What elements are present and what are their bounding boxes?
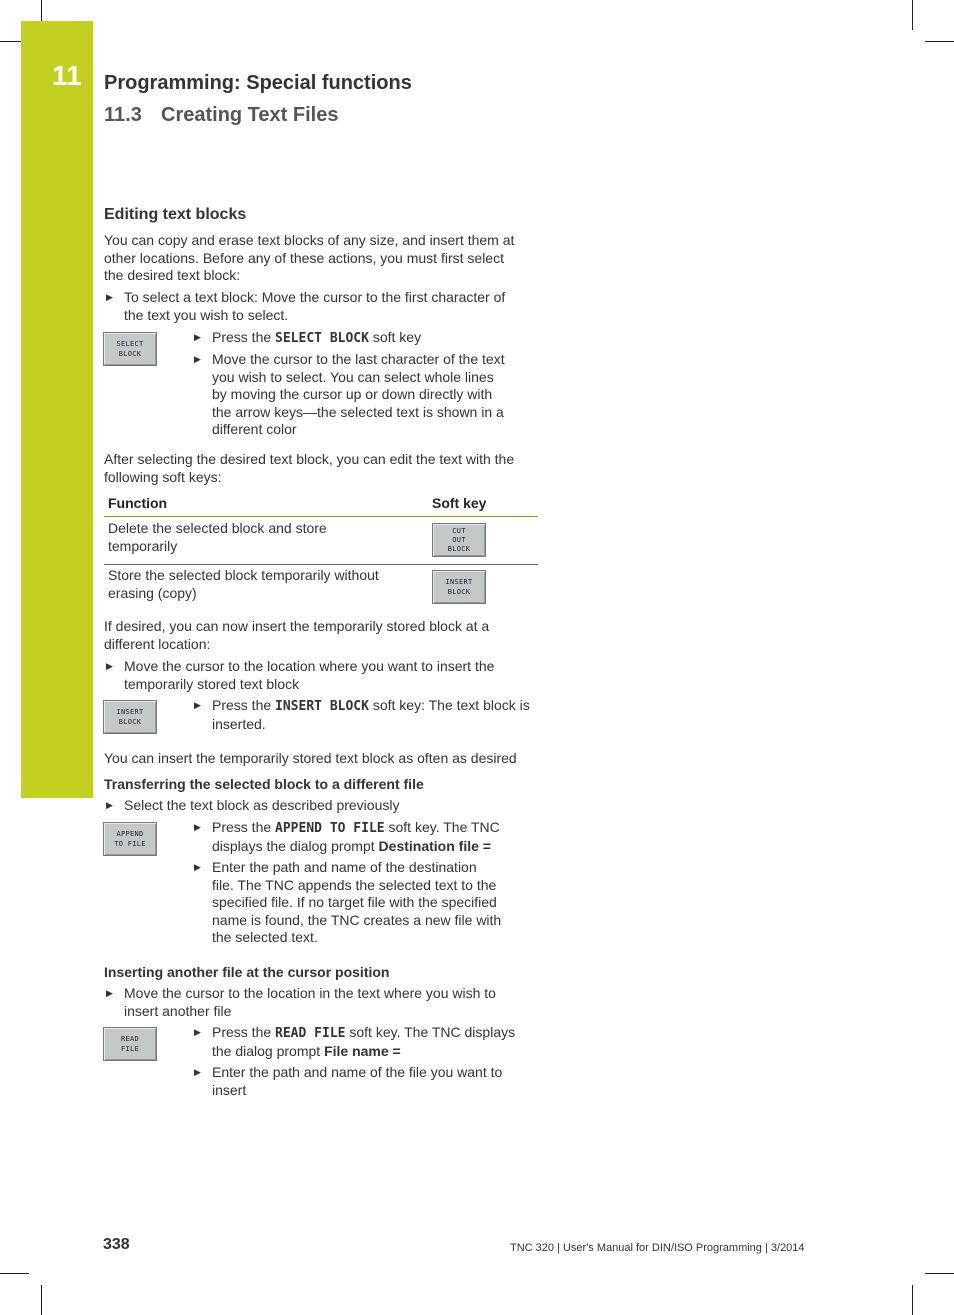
softkey-name: SELECT BLOCK	[275, 331, 369, 346]
step-select-start	[104, 289, 554, 324]
crop-mark	[925, 1273, 954, 1274]
table-header-rule	[104, 516, 538, 517]
step-move-cursor	[192, 351, 562, 439]
text-line: Move the cursor to the location in the text where you wish to	[124, 985, 496, 1001]
softkey-label: OUT	[452, 535, 466, 544]
text-line: Delete the selected block and store	[108, 520, 327, 536]
crop-mark	[925, 41, 954, 42]
readfile-heading: Inserting another file at the cursor position	[104, 964, 390, 980]
softkey-read-file[interactable]	[103, 1027, 157, 1061]
text-run: soft key	[368, 329, 422, 345]
softkey-label: BLOCK	[447, 588, 471, 596]
triangle-right-icon: ▶	[194, 1067, 201, 1077]
text-line: other locations. Before any of these actions, you must first select	[104, 249, 504, 266]
text-line: insert another file	[124, 1002, 232, 1019]
softkey-label: SELECT	[116, 340, 144, 348]
softkey-label: INSERT	[445, 578, 473, 586]
page-number: 338	[103, 1236, 130, 1253]
triangle-right-icon: ▶	[194, 700, 201, 710]
dialog-prompt: File name =	[324, 1042, 401, 1059]
step-move-to-insert	[104, 658, 554, 693]
text-run: Press the	[212, 1024, 276, 1040]
text-line: the selected text.	[212, 929, 318, 945]
text-line: You can copy and erase text blocks of any size, and insert them at	[104, 232, 515, 248]
triangle-right-icon: ▶	[106, 661, 113, 671]
table-header-function: Function	[108, 495, 168, 511]
chapter-title: Programming: Special functions	[104, 72, 412, 94]
text-line: erasing (copy)	[108, 584, 197, 601]
text-line: different location:	[104, 635, 211, 652]
table-cell-function	[108, 520, 418, 555]
softkey-insert-block[interactable]	[432, 570, 486, 604]
section-number: 11.3	[104, 104, 142, 126]
text-line: the desired text block:	[104, 267, 241, 283]
text-line: To select a text block: Move the cursor to the first character of	[124, 289, 506, 305]
crop-mark	[41, 0, 42, 21]
crop-mark	[912, 1285, 913, 1315]
step-press-append	[192, 819, 562, 855]
softkey-label: INSERT	[116, 708, 144, 716]
table-header-softkey: Soft key	[432, 495, 487, 511]
step-press-select	[192, 329, 562, 348]
triangle-right-icon: ▶	[194, 862, 201, 872]
softkey-name: INSERT BLOCK	[275, 699, 369, 714]
after-select-paragraph	[104, 451, 549, 486]
chapter-tab	[21, 21, 93, 798]
chapter-number: 11	[52, 60, 82, 91]
text-run: Press the	[212, 329, 276, 345]
table-cell-function	[108, 567, 418, 602]
softkey-label: APPEND	[116, 830, 144, 838]
text-line: name is found, the TNC creates a new file with	[212, 911, 502, 928]
text-line: Move the cursor to the last character of the text	[212, 351, 505, 367]
step-move-to-location	[104, 985, 554, 1020]
text-line: temporarily	[108, 537, 178, 554]
triangle-right-icon: ▶	[194, 1027, 201, 1037]
text-run: Select the text block as described previously	[124, 797, 400, 813]
softkey-label: TO FILE	[114, 840, 146, 848]
softkey-insert-block[interactable]	[103, 700, 157, 734]
text-run: the dialog prompt	[212, 1042, 325, 1059]
triangle-right-icon: ▶	[106, 800, 113, 810]
softkey-label: BLOCK	[118, 350, 142, 358]
softkey-select-block[interactable]	[103, 332, 157, 366]
dialog-prompt: Destination file =	[378, 837, 491, 854]
softkey-label: READ	[120, 1035, 140, 1043]
intro-paragraph	[104, 232, 549, 285]
text-run: Press the	[212, 697, 276, 713]
triangle-right-icon: ▶	[194, 354, 201, 364]
text-line: insert	[212, 1081, 247, 1098]
softkey-append-to-file[interactable]	[103, 822, 157, 856]
softkey-label: BLOCK	[118, 718, 142, 726]
text-run: soft key. The TNC	[384, 819, 500, 835]
footer-text: TNC 320 | User's Manual for DIN/ISO Programming | 3/2014	[510, 1242, 805, 1254]
text-line: Enter the path and name of the destination	[212, 859, 477, 875]
text-line: After selecting the desired text block, you can edit the text with the	[104, 451, 515, 467]
crop-mark	[0, 41, 21, 42]
step-press-read-file	[192, 1024, 562, 1060]
text-line: inserted.	[212, 715, 266, 732]
text-run: displays the dialog prompt	[212, 837, 379, 854]
softkey-cut-out-block[interactable]	[432, 523, 486, 557]
softkey-name: READ FILE	[275, 1026, 346, 1041]
text-line: If desired, you can now insert the temporarily stored block at a	[104, 618, 490, 634]
softkey-label: CUT	[452, 526, 466, 535]
crop-mark	[912, 0, 913, 30]
text-run: Press the	[212, 819, 276, 835]
text-line: the text you wish to select.	[124, 306, 289, 323]
text-line: Store the selected block temporarily without	[108, 567, 379, 583]
text-line: specified file. If no target file with the specified	[212, 894, 497, 910]
triangle-right-icon: ▶	[106, 988, 113, 998]
transfer-heading: Transferring the selected block to a different file	[104, 776, 424, 792]
text-line: file. The TNC appends the selected text to the	[212, 876, 497, 893]
text-run: soft key. The TNC displays	[345, 1024, 516, 1040]
text-run: soft key: The text block is	[368, 697, 530, 713]
insert-paragraph	[104, 618, 549, 653]
section-header	[104, 104, 338, 127]
step-enter-file-name	[192, 1064, 562, 1099]
text-line: Enter the path and name of the file you want to	[212, 1064, 503, 1080]
crop-mark	[0, 1273, 29, 1274]
text-line: Move the cursor to the location where you want to insert the	[124, 658, 495, 674]
text-line: different color	[212, 421, 297, 437]
text-line: by moving the cursor up or down directly with	[212, 386, 493, 402]
softkey-label: FILE	[120, 1045, 140, 1053]
section-heading: Editing text blocks	[104, 206, 247, 223]
step-enter-destination	[192, 859, 562, 947]
text-line: following soft keys:	[104, 468, 222, 485]
crop-mark	[41, 1285, 42, 1315]
softkey-name: APPEND TO FILE	[275, 821, 385, 836]
step-press-insert	[192, 697, 572, 733]
text-line: temporarily stored text block	[124, 675, 300, 692]
section-title: Creating Text Files	[161, 104, 339, 126]
insert-note: You can insert the temporarily stored text block as often as desired	[104, 750, 517, 766]
softkey-label: BLOCK	[447, 544, 471, 553]
triangle-right-icon: ▶	[194, 332, 201, 342]
text-line: you wish to select. You can select whole lines	[212, 368, 494, 385]
text-line: the arrow keys—the selected text is shown in a	[212, 403, 504, 420]
triangle-right-icon: ▶	[106, 292, 113, 302]
step-select-previously	[104, 797, 554, 815]
triangle-right-icon: ▶	[194, 822, 201, 832]
table-row-rule	[104, 564, 538, 565]
